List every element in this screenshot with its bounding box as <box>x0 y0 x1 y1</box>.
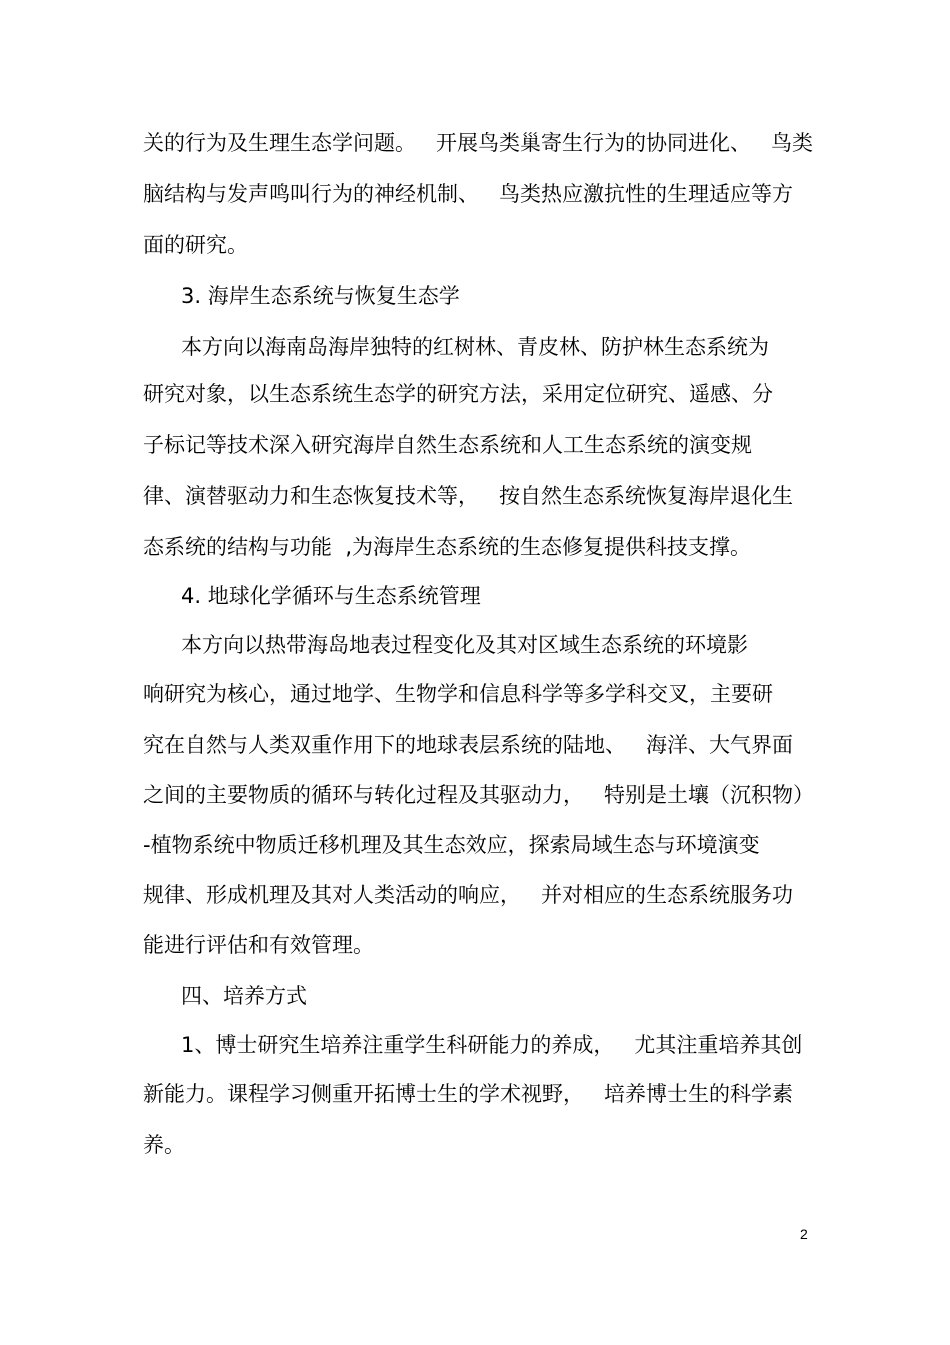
section-heading: 四、培养方式 <box>181 984 307 1008</box>
paragraph-line: 子标记等技术深入研究海岸自然生态系统和人工生态系统的演变规 <box>143 433 752 457</box>
paragraph-line: 养。 <box>143 1133 185 1157</box>
paragraph-line: 新能力。课程学习侧重开拓博士生的学术视野， 培养博士生的科学素 <box>143 1082 794 1106</box>
paragraph-line: 关的行为及生理生态学问题。 开展鸟类巢寄生行为的协同进化、 鸟类 <box>143 131 814 155</box>
paragraph-line: 规律、形成机理及其对人类活动的响应， 并对相应的生态系统服务功 <box>143 883 794 907</box>
paragraph-line: 能进行评估和有效管理。 <box>143 933 374 957</box>
paragraph-line: 本方向以海南岛海岸独特的红树林、青皮林、防护林生态系统为 <box>181 335 769 359</box>
paragraph-line: 面的研究。 <box>143 233 248 257</box>
section-heading: 3. 海岸生态系统与恢复生态学 <box>181 284 460 308</box>
section-heading: 4. 地球化学循环与生态系统管理 <box>181 584 481 608</box>
paragraph-line: 本方向以热带海岛地表过程变化及其对区域生态系统的环境影 <box>181 633 748 657</box>
paragraph-line: 研究对象，以生态系统生态学的研究方法，采用定位研究、遥感、分 <box>143 382 773 406</box>
paragraph-line: 之间的主要物质的循环与转化过程及其驱动力， 特别是土壤（沉积物） <box>143 783 815 807</box>
paragraph-line: -植物系统中物质迁移机理及其生态效应，探索局域生态与环境演变 <box>143 833 760 857</box>
paragraph-line: 响研究为核心，通过地学、生物学和信息科学等多学科交叉，主要研 <box>143 682 773 706</box>
paragraph-line: 脑结构与发声鸣叫行为的神经机制、 鸟类热应激抗性的生理适应等方 <box>143 182 794 206</box>
paragraph-line: 1、博士研究生培养注重学生科研能力的养成， 尤其注重培养其创 <box>181 1033 803 1057</box>
paragraph-line: 究在自然与人类双重作用下的地球表层系统的陆地、 海洋、大气界面 <box>143 733 794 757</box>
page-number: 2 <box>800 1226 808 1242</box>
paragraph-line: 律、演替驱动力和生态恢复技术等， 按自然生态系统恢复海岸退化生 <box>143 484 794 508</box>
paragraph-line: 态系统的结构与功能 ,为海岸生态系统的生态修复提供科技支撑。 <box>143 535 752 559</box>
